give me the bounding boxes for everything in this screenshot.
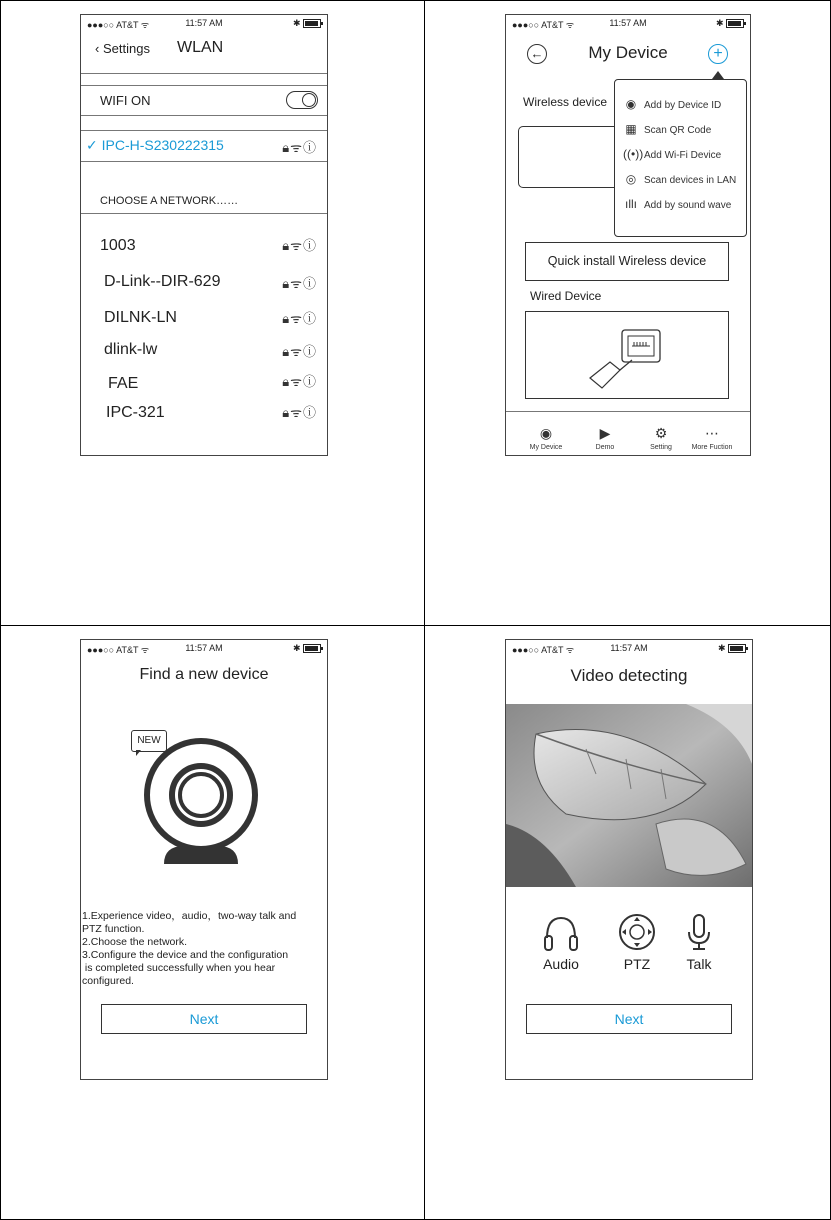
checkmark-icon: ✓ [86, 137, 98, 153]
wired-device-label: Wired Device [530, 289, 602, 303]
ptz-feature[interactable] [612, 912, 662, 972]
menu-item-lan[interactable]: ◎ Scan devices in LAN [623, 172, 736, 186]
status-time: 11:57 AM [609, 18, 647, 28]
bluetooth-icon: ✱ [292, 643, 301, 653]
connected-network-name: IPC-H-S230222315 [101, 137, 224, 153]
network-status-icons [282, 137, 317, 156]
wifi-label: WIFI ON [100, 93, 151, 108]
lock-icon: 🔒︎ [282, 374, 291, 389]
badge-tail-icon [136, 750, 141, 756]
page-title: WLAN [177, 39, 224, 56]
ptz-label: PTZ [623, 956, 651, 972]
lock-icon: 🔒︎ [282, 311, 291, 326]
menu-item-device-id[interactable]: ◉ Add by Device ID [623, 97, 721, 111]
microphone-icon [679, 912, 719, 952]
ptz-control-icon [617, 912, 657, 952]
info-icon[interactable]: ⓘ [302, 344, 317, 359]
network-status-icons [282, 308, 317, 327]
talk-feature[interactable] [674, 912, 724, 972]
divider [81, 130, 327, 131]
tab-demo[interactable]: ▶ Demo [577, 425, 633, 451]
status-time: 11:57 AM [185, 643, 223, 653]
grid-divider-horizontal [0, 625, 831, 626]
info-icon[interactable]: ⓘ [302, 405, 317, 420]
carrier-signal: ●●●○○ AT&T ᯤ [87, 20, 150, 30]
more-dots-icon: ⋯ [705, 425, 719, 441]
tabbar-divider [506, 411, 750, 412]
camera-icon [144, 732, 264, 872]
network-status-icons [282, 341, 317, 360]
carrier-signal: ●●●○○ AT&T ᯤ [87, 645, 150, 655]
new-badge-label: NEW [137, 735, 161, 746]
add-device-menu [614, 79, 747, 237]
menu-item-qr[interactable]: ▦ Scan QR Code [623, 122, 711, 136]
back-label: Settings [102, 41, 150, 56]
audio-label: Audio [543, 956, 579, 972]
menu-item-sound[interactable]: ıllı Add by sound wave [625, 197, 732, 211]
wired-device-area[interactable] [525, 311, 729, 399]
lock-icon: 🔒︎ [282, 140, 291, 155]
carrier-signal: ●●●○○ AT&T ᯤ [512, 20, 575, 30]
choose-network-label: CHOOSE A NETWORK…… [100, 195, 239, 207]
lock-icon: 🔒︎ [282, 238, 291, 253]
status-right [293, 643, 321, 654]
instruction-line: 1.Experience video，audio，two-way talk and [82, 910, 297, 922]
network-item[interactable]: DILNK-LN [104, 309, 177, 326]
lock-icon: 🔒︎ [282, 276, 291, 291]
network-item[interactable]: IPC-321 [106, 404, 165, 421]
status-right [718, 643, 746, 654]
info-icon[interactable]: ⓘ [302, 374, 317, 389]
divider [81, 73, 327, 74]
network-item[interactable]: D-Link--DIR-629 [104, 273, 221, 290]
wireless-device-label: Wireless device [523, 95, 608, 109]
play-icon: ▶ [599, 425, 611, 441]
phone-find-device [80, 639, 328, 1080]
status-time: 11:57 AM [185, 18, 223, 28]
status-bar [81, 15, 327, 31]
page-title: My Device [588, 43, 668, 62]
info-icon[interactable]: ⓘ [302, 238, 317, 253]
instruction-line: configured. [82, 975, 134, 987]
divider [81, 115, 327, 116]
network-item[interactable]: 1003 [100, 237, 136, 254]
back-button[interactable] [95, 41, 150, 56]
phone-my-device [505, 14, 751, 456]
info-icon[interactable]: ⓘ [302, 311, 317, 326]
bluetooth-icon: ✱ [292, 18, 301, 28]
instruction-line: 2.Choose the network. [82, 936, 188, 948]
menu-pointer-icon [712, 71, 724, 79]
wifi-icon: ᯤ [290, 344, 303, 359]
divider [81, 161, 327, 162]
lock-icon: 🔒︎ [282, 344, 291, 359]
divider [81, 213, 327, 214]
chevron-left-icon: ‹ [95, 41, 100, 56]
next-button[interactable]: Next [101, 1004, 307, 1034]
network-status-icons [282, 402, 317, 421]
carrier-signal: ●●●○○ AT&T ᯤ [512, 645, 575, 655]
status-right [716, 18, 744, 29]
gear-icon: ⚙ [654, 425, 668, 441]
network-status-icons [282, 371, 317, 390]
lock-icon: 🔒︎ [282, 405, 291, 420]
sound-wave-icon: ıllı [625, 197, 637, 211]
network-status-icons [282, 273, 317, 292]
bluetooth-icon: ✱ [717, 643, 726, 653]
network-status-icons [282, 235, 317, 254]
battery-icon [726, 19, 744, 28]
back-arrow-icon[interactable]: ← [527, 44, 547, 64]
bluetooth-icon: ✱ [715, 18, 724, 28]
quick-install-button[interactable]: Quick install Wireless device [525, 242, 729, 281]
instruction-line: 3.Configure the device and the configuration [82, 949, 289, 961]
headphones-icon [541, 912, 581, 952]
page-title: Find a new device [139, 666, 269, 683]
talk-label: Talk [686, 956, 712, 972]
instructions [82, 910, 326, 988]
status-bar [506, 15, 750, 31]
wifi-broadcast-icon: ((•)) [623, 147, 644, 161]
wifi-icon: ᯤ [290, 276, 303, 291]
status-bar [81, 640, 327, 656]
divider [81, 85, 327, 86]
ethernet-port-icon [526, 312, 728, 398]
network-item[interactable]: FAE [108, 375, 139, 392]
status-right [293, 18, 321, 29]
camera-icon: ◉ [625, 97, 637, 111]
wifi-toggle[interactable] [286, 91, 318, 109]
phone-video-detecting [505, 639, 753, 1080]
phone-wlan [80, 14, 328, 456]
next-button[interactable]: Next [526, 1004, 732, 1034]
wifi-icon: ᯤ [290, 140, 303, 155]
menu-item-wifi[interactable]: ((•))Add Wi-Fi Device [623, 147, 722, 161]
status-bar [506, 640, 752, 656]
camera-icon: ◉ [539, 425, 553, 441]
lan-scan-icon: ◎ [625, 172, 637, 186]
qr-code-icon: ▦ [625, 122, 637, 136]
page-title: Video detecting [570, 666, 688, 685]
wifi-icon: ᯤ [290, 405, 303, 420]
battery-icon [303, 644, 321, 653]
wifi-icon: ᯤ [290, 238, 303, 253]
battery-icon [303, 19, 321, 28]
connected-network[interactable] [86, 137, 224, 154]
network-item[interactable]: dlink-lw [104, 341, 158, 358]
tab-more[interactable]: ⋯ More Fuction [684, 425, 740, 451]
tab-setting[interactable]: ⚙ Setting [633, 425, 689, 451]
add-plus-icon[interactable]: + [708, 44, 728, 64]
grid-divider-vertical [424, 0, 425, 1220]
tab-my-device[interactable]: ◉ My Device [518, 425, 574, 451]
instruction-line: PTZ function. [82, 923, 145, 935]
instruction-line: is completed successfully when you hear [82, 962, 276, 974]
audio-feature[interactable] [536, 912, 586, 972]
battery-icon [728, 644, 746, 653]
video-preview [506, 704, 752, 887]
info-icon[interactable]: ⓘ [302, 276, 317, 291]
wifi-icon: ᯤ [290, 311, 303, 326]
info-icon[interactable]: ⓘ [302, 140, 317, 155]
wifi-icon: ᯤ [290, 374, 303, 389]
status-time: 11:57 AM [610, 643, 648, 653]
